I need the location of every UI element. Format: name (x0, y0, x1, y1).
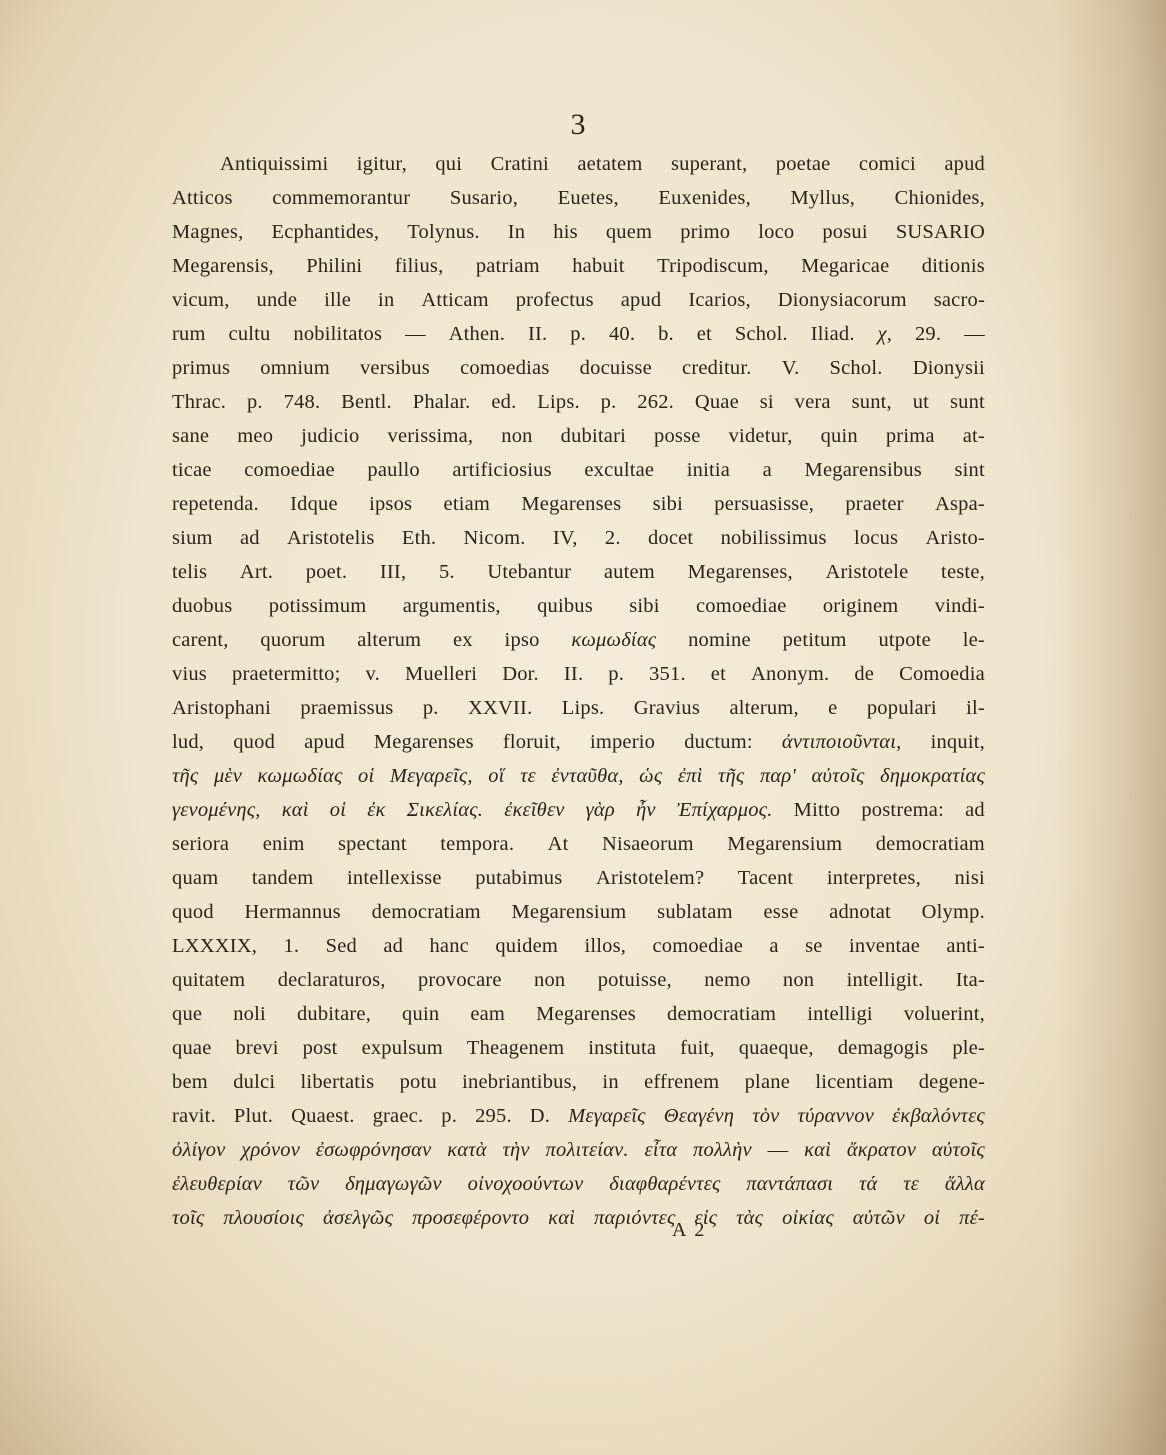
body-text (172, 147, 985, 1235)
text-line: sane meo judicio verissima, non dubitari posse videtur, quin prima at- (172, 425, 985, 447)
text-line: LXXXIX, 1. Sed ad hanc quidem illos, comoediae a se inventae anti- (172, 935, 985, 957)
text-line: ἐλευθερίαν τῶν δημαγωγῶν οἰνοχοούντων διαφθαρέντες παντάπασι τά τε ἄλλα (172, 1173, 985, 1195)
text-line: seriora enim spectant tempora. At Nisaeorum Megarensium democratiam (172, 833, 985, 855)
text-line: duobus potissimum argumentis, quibus sibi comoediae originem vindi- (172, 595, 985, 617)
text-line: repetenda. Idque ipsos etiam Megarenses sibi persuasisse, praeter Aspa- (172, 493, 985, 515)
text-line: ravit. Plut. Quaest. graec. p. 295. D. Μεγαρεῖς Θεαγένη τὸν τύραννον ἐκβαλόντες (172, 1105, 985, 1127)
text-line: quitatem declaraturos, provocare non potuisse, nemo non intelligit. Ita- (172, 969, 985, 991)
text-line: lud, quod apud Megarenses floruit, imperio ductum: ἀντιποιοῦνται, inquit, (172, 731, 985, 753)
text-line: γενομένης, καὶ οἱ ἐκ Σικελίας. ἐκεῖθεν γὰρ ἦν Ἐπίχαρμος. Mitto postrema: ad (172, 799, 985, 821)
text-line: τῆς μὲν κωμωδίας οἱ Μεγαρεῖς, οἵ τε ἐνταῦθα, ὡς ἐπὶ τῆς παρ' αὐτοῖς δημοκρατίας (172, 765, 985, 787)
text-line: vicum, unde ille in Atticam profectus apud Icarios, Dionysiacorum sacro- (172, 289, 985, 311)
text-line: bem dulci libertatis potu inebriantibus, in effrenem plane licentiam degene- (172, 1071, 985, 1093)
text-line: telis Art. poet. III, 5. Utebantur autem Megarenses, Aristotele teste, (172, 561, 985, 583)
text-line: vius praetermitto; v. Muelleri Dor. II. p. 351. et Anonym. de Comoedia (172, 663, 985, 685)
text-line: sium ad Aristotelis Eth. Nicom. IV, 2. docet nobilissimus locus Aristo- (172, 527, 985, 549)
text-line: ticae comoediae paullo artificiosius excultae initia a Megarensibus sint (172, 459, 985, 481)
text-line: Megarensis, Philini filius, patriam habuit Tripodiscum, Megaricae ditionis (172, 255, 985, 277)
text-line: rum cultu nobilitatos — Athen. II. p. 40. b. et Schol. Iliad. χ, 29. — (172, 323, 985, 345)
text-line: carent, quorum alterum ex ipso κωμωδίας nomine petitum utpote le- (172, 629, 985, 651)
text-line: Atticos commemorantur Susario, Euetes, Euxenides, Myllus, Chionides, (172, 187, 985, 209)
text-line: Magnes, Ecphantides, Tolynus. In his quem primo loco posui SUSARIO (172, 221, 985, 243)
text-line: Antiquissimi igitur, qui Cratini aetatem superant, poetae comici apud (220, 153, 985, 175)
text-line: Aristophani praemissus p. XXVII. Lips. Gravius alterum, e populari il- (172, 697, 985, 719)
text-line: τοῖς πλουσίοις ἀσελγῶς προσεφέροντο καὶ παριόντες εἰς τὰς οἰκίας αὐτῶν οἱ πέ- (172, 1207, 985, 1229)
text-line: Thrac. p. 748. Bentl. Phalar. ed. Lips. p. 262. Quae si vera sunt, ut sunt (172, 391, 985, 413)
text-line: quam tandem intellexisse putabimus Aristotelem? Tacent interpretes, nisi (172, 867, 985, 889)
signature-mark: A 2 (672, 1219, 707, 1241)
text-line: quod Hermannus democratiam Megarensium sublatam esse adnotat Olymp. (172, 901, 985, 923)
text-line: que noli dubitare, quin eam Megarenses democratiam intelligi voluerint, (172, 1003, 985, 1025)
text-line: primus omnium versibus comoedias docuisse creditur. V. Schol. Dionysii (172, 357, 985, 379)
text-line: ὀλίγον χρόνον ἐσωφρόνησαν κατὰ τὴν πολιτείαν. εἶτα πολλὴν — καὶ ἄκρατον αὐτοῖς (172, 1139, 985, 1161)
page-number: 3 (570, 108, 586, 141)
text-line: quae brevi post expulsum Theagenem instituta fuit, quaeque, demagogis ple- (172, 1037, 985, 1059)
